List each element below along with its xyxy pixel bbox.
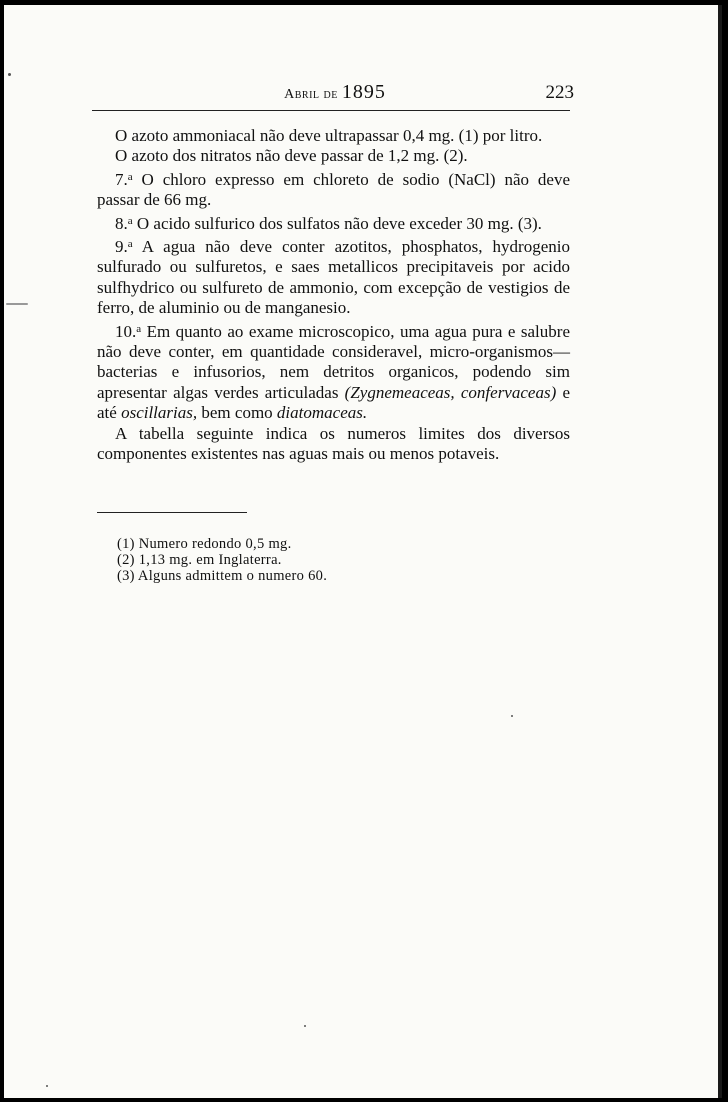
page-number: 223 (545, 82, 574, 103)
paper-speck (8, 73, 11, 76)
paragraph-item-9: 9.$^a$ A agua não deve conter azotitos, phosphatos, hydrogenio sulfurado ou sulfuretos, e saes metallicos precipitaveis por acido sulfhydrico ou sulfureto de ammonio, com excepção de vestigios de ferro, de aluminio ou de manganesio. (97, 237, 570, 318)
header-title (96, 81, 574, 104)
item-number: 9. (115, 237, 128, 257)
paragraph: A tabella seguinte indica os numeros limites dos diversos componentes existentes nas aguas mais ou menos potaveis. (97, 423, 570, 464)
paper-speck (511, 715, 513, 717)
footnote-2: (2) 1,13 mg. em Inglaterra. (117, 552, 282, 568)
running-header (96, 81, 574, 111)
item-number: 8. (115, 213, 128, 233)
body-text (97, 126, 570, 465)
ordinal-mark: a (136, 322, 142, 335)
italic-term: (Zygnemeaceas, confervaceas) (344, 382, 557, 402)
footnote-3: (3) Alguns admittem o numero 60. (117, 568, 328, 584)
paragraph: O azoto ammoniacal não deve ultrapassar 0,4 mg. (1) por litro. (115, 126, 543, 145)
paper-mark (6, 303, 28, 305)
ordinal-mark: a (127, 238, 133, 251)
header-month: Abril de (284, 87, 338, 102)
paragraph-item-10: 10.$^a$ Em quanto ao exame microscopico, uma agua pura e salubre não deve conter, em quantidade consideravel, micro-organismos—bacterias e infusorios, nem detritos organicos, podendo sim apresentar algas verdes articuladas (Zygnemeaceas, confervaceas) e até oscillarias, bem como diatomaceas. (97, 321, 571, 423)
ordinal-mark: a (127, 170, 133, 183)
italic-term: oscillarias, (121, 403, 198, 423)
paper-speck (304, 1025, 306, 1027)
paragraph-item-7: 7.$^a$ O chloro expresso em chloreto de sodio (NaCl) não deve passar de 66 mg. (97, 169, 570, 210)
footnotes (117, 536, 517, 584)
header-rule (92, 110, 570, 111)
header-year: 1895 (341, 81, 386, 103)
ordinal-mark: a (127, 214, 133, 227)
footnote-rule (97, 512, 247, 513)
footnote-1: (1) Numero redondo 0,5 mg. (117, 536, 292, 552)
paragraph-item-8: 8.$^a$ O acido sulfurico dos sulfatos não deve exceder 30 mg. (3). (115, 213, 542, 233)
paragraph: O azoto dos nitratos não deve passar de 1,2 mg. (2). (115, 146, 468, 166)
paper-speck (46, 1085, 48, 1087)
item-number: 10. (115, 321, 137, 341)
italic-term: diatomaceas. (276, 403, 368, 423)
item-number: 7. (115, 169, 128, 189)
